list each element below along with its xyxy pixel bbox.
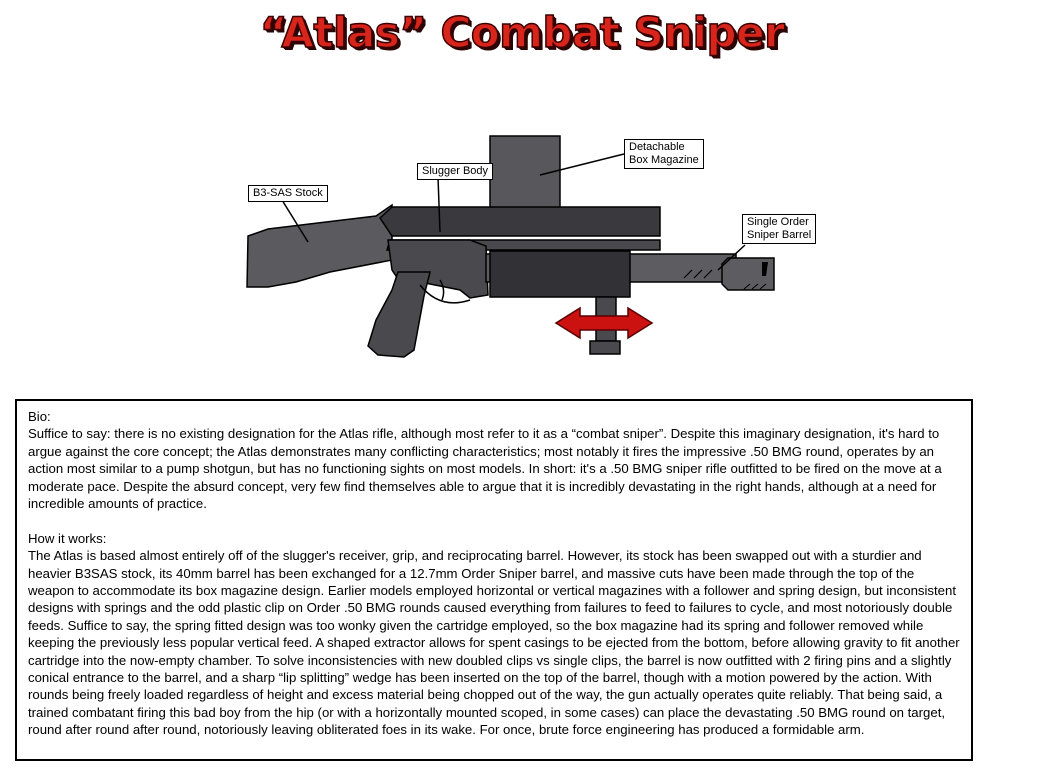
bio-text: Suffice to say: there is no existing designation for the Atlas rifle, although most refer to it as a “combat sniper”. Despite this imaginary designation, it's hard to argue against the core concept; the Atlas demonstrates many conflicting characteristics; most notably it fires the impressive .50 BMG round, operates by an action most similar to a pump shotgun, but has no functioning sights on most models. In short: it's a .50 BMG sniper rifle outfitted to be fired on the move at a moderate pace. Despite the absurd concept, very few find themselves able to argue that it is incredibly devastating in the right hands, although at a need for incredible amounts of practice. (28, 426, 942, 512)
callout-barrel: Single Order Sniper Barrel (742, 214, 816, 244)
how-heading: How it works: (28, 530, 107, 546)
rifle-handguard (490, 251, 630, 297)
page-title: “Atlas” Combat Sniper (259, 8, 785, 57)
how-text: The Atlas is based almost entirely off of the slugger's receiver, grip, and reciprocating barrel. However, its stock has been swapped out with a sturdier and heavier B3SAS stock, its 40mm barrel has been exchanged for a 12.7mm Order Sniper barrel, and massive cuts have been made through the top of the weapon to accommodate its box magazine design. Earlier models employed horizontal or vertical magazines with a follower and spring design, but inconsistent designs with springs and the odd plastic clip on Order .50 BMG rounds caused everything from failures to feed to failures to cycle, and most notoriously double feeds. Suffice to say, the spring fitted design was too wonky given the cartridge employed, so the box magazine had its spring and follower removed while keeping the previously less popular vertical feed. A shaped extractor allows for spent casings to be ejected from the bottom, before allowing gravity to fit another cartridge into the now-empty chamber. To solve inconsistencies with new doubled clips vs single clips, the barrel is now outfitted with 2 firing pins and a slightly conical entrance to the barrel, and a sharp “lip splitting” wedge has been inserted on the top of the barrel, though with a motion powered by the action. With rounds being freely loaded regardless of height and excess material being chopped out of the way, the gun actually operates quite reliably. That being said, a trained combatant firing this bad boy from the hip (or with a horizontally mounted scoped, in some cases) can place the devastating .50 BMG round on target, round after round after round, notoriously leaving obliterated foes in its wake. For once, brute force engineering has produced a formidable arm. (28, 548, 960, 738)
rifle-foregrip-foot (590, 341, 620, 354)
rifle-body (380, 207, 660, 236)
callout-stock: B3-SAS Stock (248, 185, 328, 202)
callout-magazine: Detachable Box Magazine (624, 139, 704, 169)
rifle-stock (247, 205, 392, 287)
bio-heading: Bio: (28, 409, 51, 424)
callout-slugger-body: Slugger Body (417, 163, 493, 180)
description-box (15, 399, 973, 761)
